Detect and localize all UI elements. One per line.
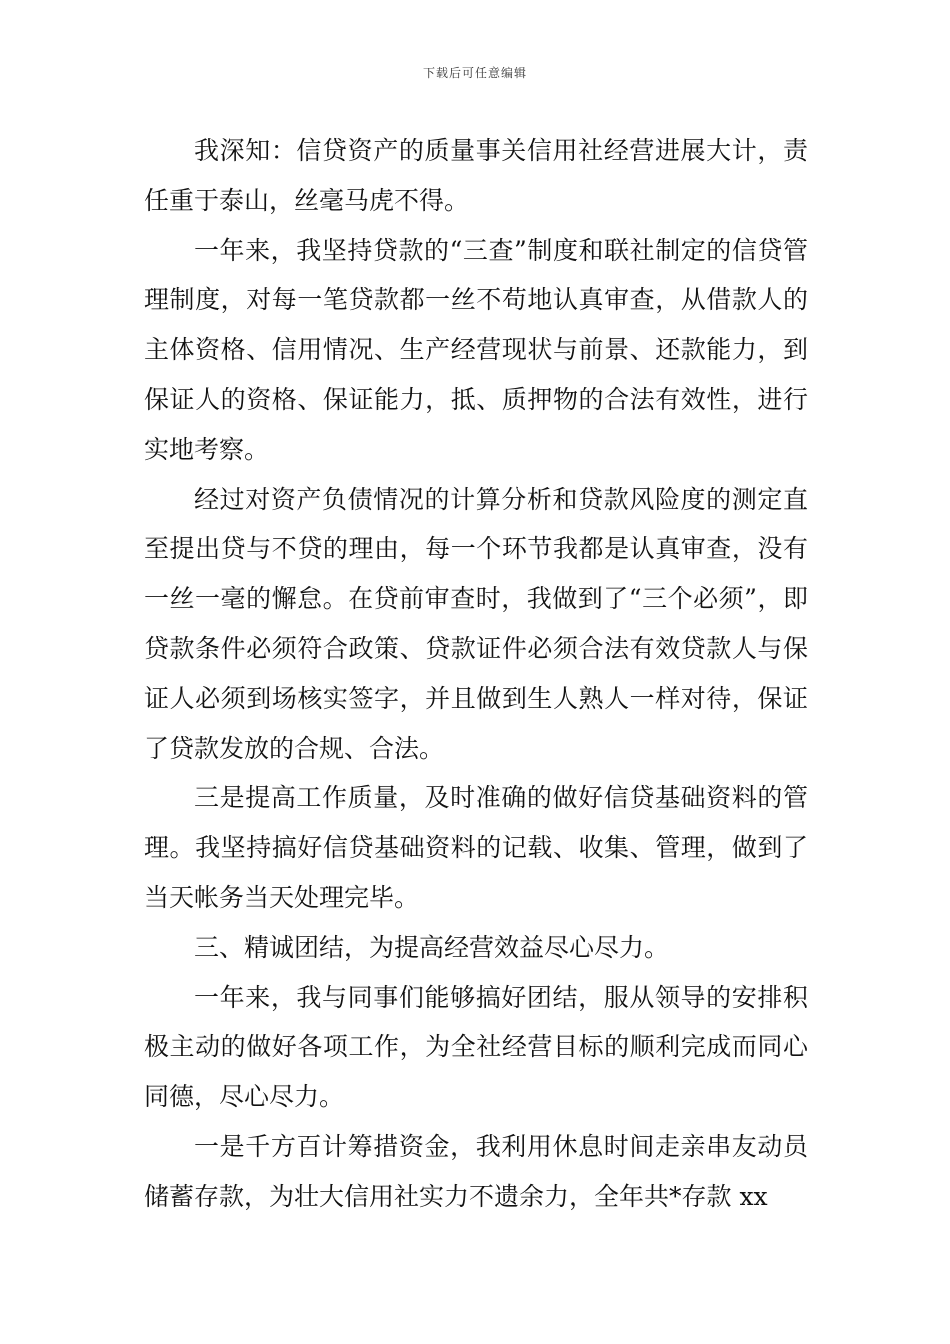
paragraph-3: 经过对资产负债情况的计算分析和贷款风险度的测定直至提出贷与不贷的理由，每一个环节我都是认真审查，没有一丝一毫的懈怠。在贷前审查时，我做到了“三个必须”，即贷款条件必须符合政策、贷款证件必须合法有效贷款人与保证人必须到场核实签字，并且做到生人熟人一样对待，保证了贷款发放的合规、合法。 bbox=[144, 484, 808, 763]
paragraph-5: 一年来，我与同事们能够搞好团结，服从领导的安排积极主动的做好各项工作，为全社经营目标的顺利完成而同心同德，尽心尽力。 bbox=[144, 982, 808, 1112]
paragraph-1: 我深知：信贷资产的质量事关信用社经营进展大计，责任重于泰山，丝毫马虎不得。 bbox=[144, 136, 808, 215]
paragraph-6: 一是千方百计筹措资金，我利用休息时间走亲串友动员储蓄存款，为壮大信用社实力不遗余力，全年共*存款 xx bbox=[144, 1131, 808, 1211]
document-body bbox=[144, 126, 808, 1222]
page-header: 下载后可任意编辑 bbox=[422, 66, 527, 80]
paragraph-2: 一年来，我坚持贷款的“三查”制度和联社制定的信贷管理制度，对每一笔贷款都一丝不苟地认真审查，从借款人的主体资格、信用情况、生产经营现状与前景、还款能力，到保证人的资格、保证能力，抵、质押物的合法有效性，进行实地考察。 bbox=[144, 235, 808, 464]
section-heading: 三、精诚团结，为提高经营效益尽心尽力。 bbox=[194, 932, 670, 962]
paragraph-4: 三是提高工作质量，及时准确的做好信贷基础资料的管理。我坚持搞好信贷基础资料的记载、收集、管理，做到了当天帐务当天处理完毕。 bbox=[144, 783, 808, 912]
